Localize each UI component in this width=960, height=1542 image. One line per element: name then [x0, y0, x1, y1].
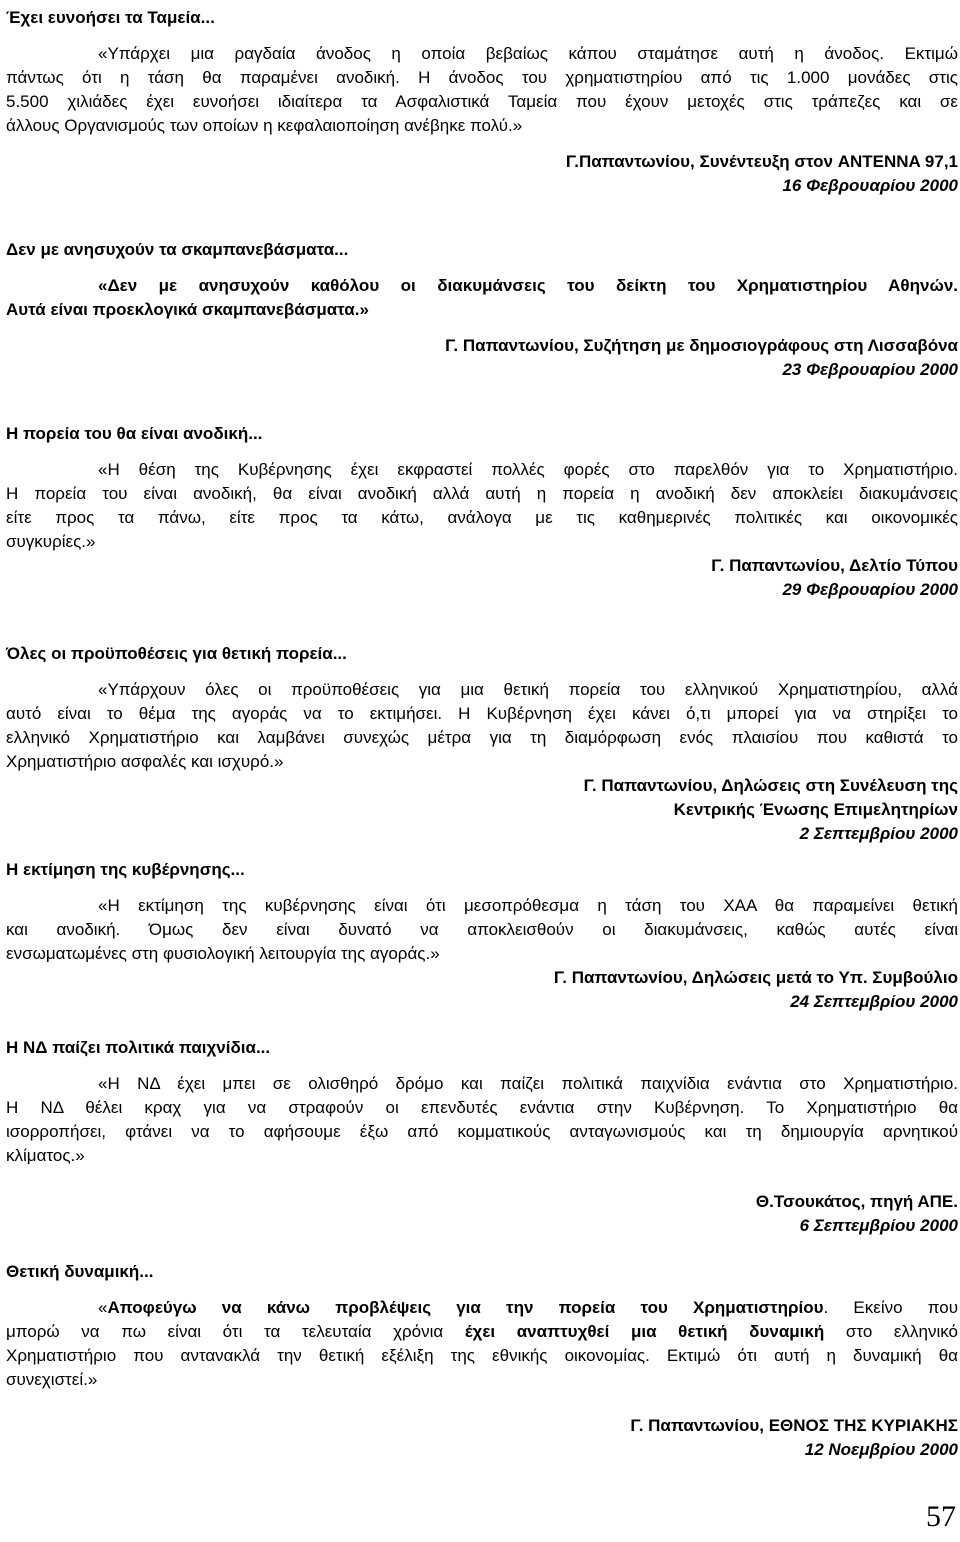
- quote-line: άλλους Οργανισμούς των οποίων η κεφαλαιοποίηση ανέβηκε πολύ.»: [6, 116, 523, 135]
- document-page: [6, 6, 958, 1462]
- quote-bold-part: έχει αναπτυχθεί μια θετική δυναμική: [464, 1322, 825, 1341]
- section-heading: Θετική δυναμική...: [6, 1262, 154, 1281]
- section-positive-dynamics: [6, 1260, 958, 1462]
- quote-line: [6, 1320, 958, 1344]
- quote-bold-part: Αποφεύγω να κάνω προβλέψεις για την πορεία του Χρηματιστηρίου: [107, 1298, 824, 1317]
- quote-line: Η ΝΔ θέλει κραχ για να στραφούν οι επενδυτές ενάντια στην Κυβέρνηση. Το Χρηματιστήριο θα: [6, 1098, 958, 1117]
- quote-line: συνεχιστεί.»: [6, 1370, 98, 1389]
- quote-open: «: [98, 1298, 108, 1317]
- quote-line: «Δεν με ανησυχούν καθόλου οι διακυμάνσεις του δείκτη του Χρηματιστηρίου Αθηνών.: [98, 276, 958, 295]
- quote-date: 24 Σεπτεμβρίου 2000: [790, 992, 958, 1011]
- quote-line: Χρηματιστήριο ασφαλές και ισχυρό.»: [6, 752, 284, 771]
- quote-source-cont: Κεντρικής Ένωσης Επιμελητηρίων: [673, 800, 958, 819]
- section-funds: [6, 6, 958, 198]
- section-heading: Η εκτίμηση της κυβέρνησης...: [6, 860, 245, 879]
- quote-line: συγκυρίες.»: [6, 532, 96, 551]
- quote-line: Η πορεία του είναι ανοδική, θα είναι ανοδική αλλά αυτή η πορεία η ανοδική δεν αποκλείει διακυμάνσεις: [6, 484, 958, 503]
- quote-line: [6, 1296, 958, 1320]
- quote-line: Χρηματιστήριο που αντανακλά την θετική εξέλιξη της εθνικής οικονομίας. Εκτιμώ ότι αυτή η δυναμική θα: [6, 1346, 958, 1365]
- section-government-estimate: [6, 858, 958, 1014]
- quote-date: 6 Σεπτεμβρίου 2000: [799, 1216, 958, 1235]
- quote-line: «Η εκτίμηση της κυβέρνησης είναι ότι μεσοπρόθεσμα η τάση του ΧΑΑ θα παραμείνει θετική: [98, 896, 958, 915]
- quote-line: ενσωματωμένες στη φυσιολογική λειτουργία της αγοράς.»: [6, 944, 440, 963]
- quote-date: 2 Σεπτεμβρίου 2000: [799, 824, 958, 843]
- quote-date: 23 Φεβρουαρίου 2000: [782, 360, 958, 379]
- page-number: 57: [926, 1500, 956, 1533]
- quote-source: Γ. Παπαντωνίου, Δελτίο Τύπου: [711, 556, 958, 575]
- quote-line: «Υπάρχουν όλες οι προϋποθέσεις για μια θετική πορεία του ελληνικού Χρηματιστηρίου, αλλά: [98, 680, 958, 699]
- section-fluctuations: [6, 238, 958, 382]
- quote-line: είτε προς τα πάνω, είτε προς τα κάτω, ανάλογα με τις καθημερινές πολιτικές και οικονομικές: [6, 508, 958, 527]
- quote-source: Γ.Παπαντωνίου, Συνέντευξη στον ANTENNA 97,1: [565, 152, 958, 171]
- quote-date: 29 Φεβρουαρίου 2000: [782, 580, 958, 599]
- section-heading: Έχει ευνοήσει τα Ταμεία...: [6, 8, 215, 27]
- quote-source: Θ.Τσουκάτος, πηγή ΑΠΕ.: [755, 1192, 958, 1211]
- quote-line: πάντως ότι η τάση θα παραμένει ανοδική. Η άνοδος του χρηματιστηρίου από τις 1.000 μονάδες στις: [6, 68, 958, 87]
- quote-line: ισορροπήσει, φτάνει να το αφήσουμε έξω από κομματικούς ανταγωνισμούς και τη δημιουργία αρνητικού: [6, 1122, 958, 1141]
- section-upward-course: [6, 422, 958, 602]
- quote-source: Γ. Παπαντωνίου, Συζήτηση με δημοσιογράφους στη Λισσαβόνα: [445, 336, 958, 355]
- section-preconditions: [6, 642, 958, 846]
- quote-pre: μπορώ να πω είναι ότι τα τελευταία χρόνια: [6, 1322, 465, 1341]
- quote-line: «Υπάρχει μια ραγδαία άνοδος η οποία βεβαίως κάπου σταμάτησε αυτή η άνοδος. Εκτιμώ: [98, 44, 958, 63]
- quote-rest: . Εκείνο που: [823, 1298, 958, 1317]
- section-heading: Όλες οι προϋποθέσεις για θετική πορεία...: [6, 644, 347, 663]
- quote-line: αυτό είναι το θέμα της αγοράς να το εκτιμήσει. Η Κυβέρνηση έχει κάνει ό,τι μπορεί για να στηρίξει το: [6, 704, 958, 723]
- quote-line: ελληνικό Χρηματιστήριο και λαμβάνει συνεχώς μέτρα για τη διαμόρφωση ενός πλαισίου που καθιστά το: [6, 728, 958, 747]
- quote-source: Γ. Παπαντωνίου, Δηλώσεις στη Συνέλευση της: [583, 776, 958, 795]
- quote-source: Γ. Παπαντωνίου, Δηλώσεις μετά το Υπ. Συμβούλιο: [553, 968, 958, 987]
- quote-line: Αυτά είναι προεκλογικά σκαμπανεβάσματα.»: [6, 300, 369, 319]
- quote-post: στο ελληνικό: [824, 1322, 958, 1341]
- section-heading: Η πορεία του θα είναι ανοδική...: [6, 424, 263, 443]
- quote-date: 16 Φεβρουαρίου 2000: [782, 176, 958, 195]
- quote-line: «Η ΝΔ έχει μπει σε ολισθηρό δρόμο και παίζει πολιτικά παιχνίδια ενάντια στο Χρηματιστήριο.: [98, 1074, 958, 1093]
- quote-line: κλίματος.»: [6, 1146, 85, 1165]
- quote-source: Γ. Παπαντωνίου, ΕΘΝΟΣ ΤΗΣ ΚΥΡΙΑΚΗΣ: [630, 1416, 958, 1435]
- section-political-games: [6, 1036, 958, 1238]
- section-heading: Δεν με ανησυχούν τα σκαμπανεβάσματα...: [6, 240, 349, 259]
- section-heading: Η ΝΔ παίζει πολιτικά παιχνίδια...: [6, 1038, 271, 1057]
- quote-line: «Η θέση της Κυβέρνησης έχει εκφραστεί πολλές φορές στο παρελθόν για το Χρηματιστήριο.: [98, 460, 958, 479]
- quote-line: 5.500 χιλιάδες έχει ευνοήσει ιδιαίτερα τα Ασφαλιστικά Ταμεία που έχουν μετοχές στις τράπεζες και σε: [6, 92, 958, 111]
- quote-date: 12 Νοεμβρίου 2000: [804, 1440, 958, 1459]
- quote-line: και ανοδική. Όμως δεν είναι δυνατό να αποκλεισθούν οι διακυμάνσεις, καθώς αυτές είναι: [6, 920, 958, 939]
